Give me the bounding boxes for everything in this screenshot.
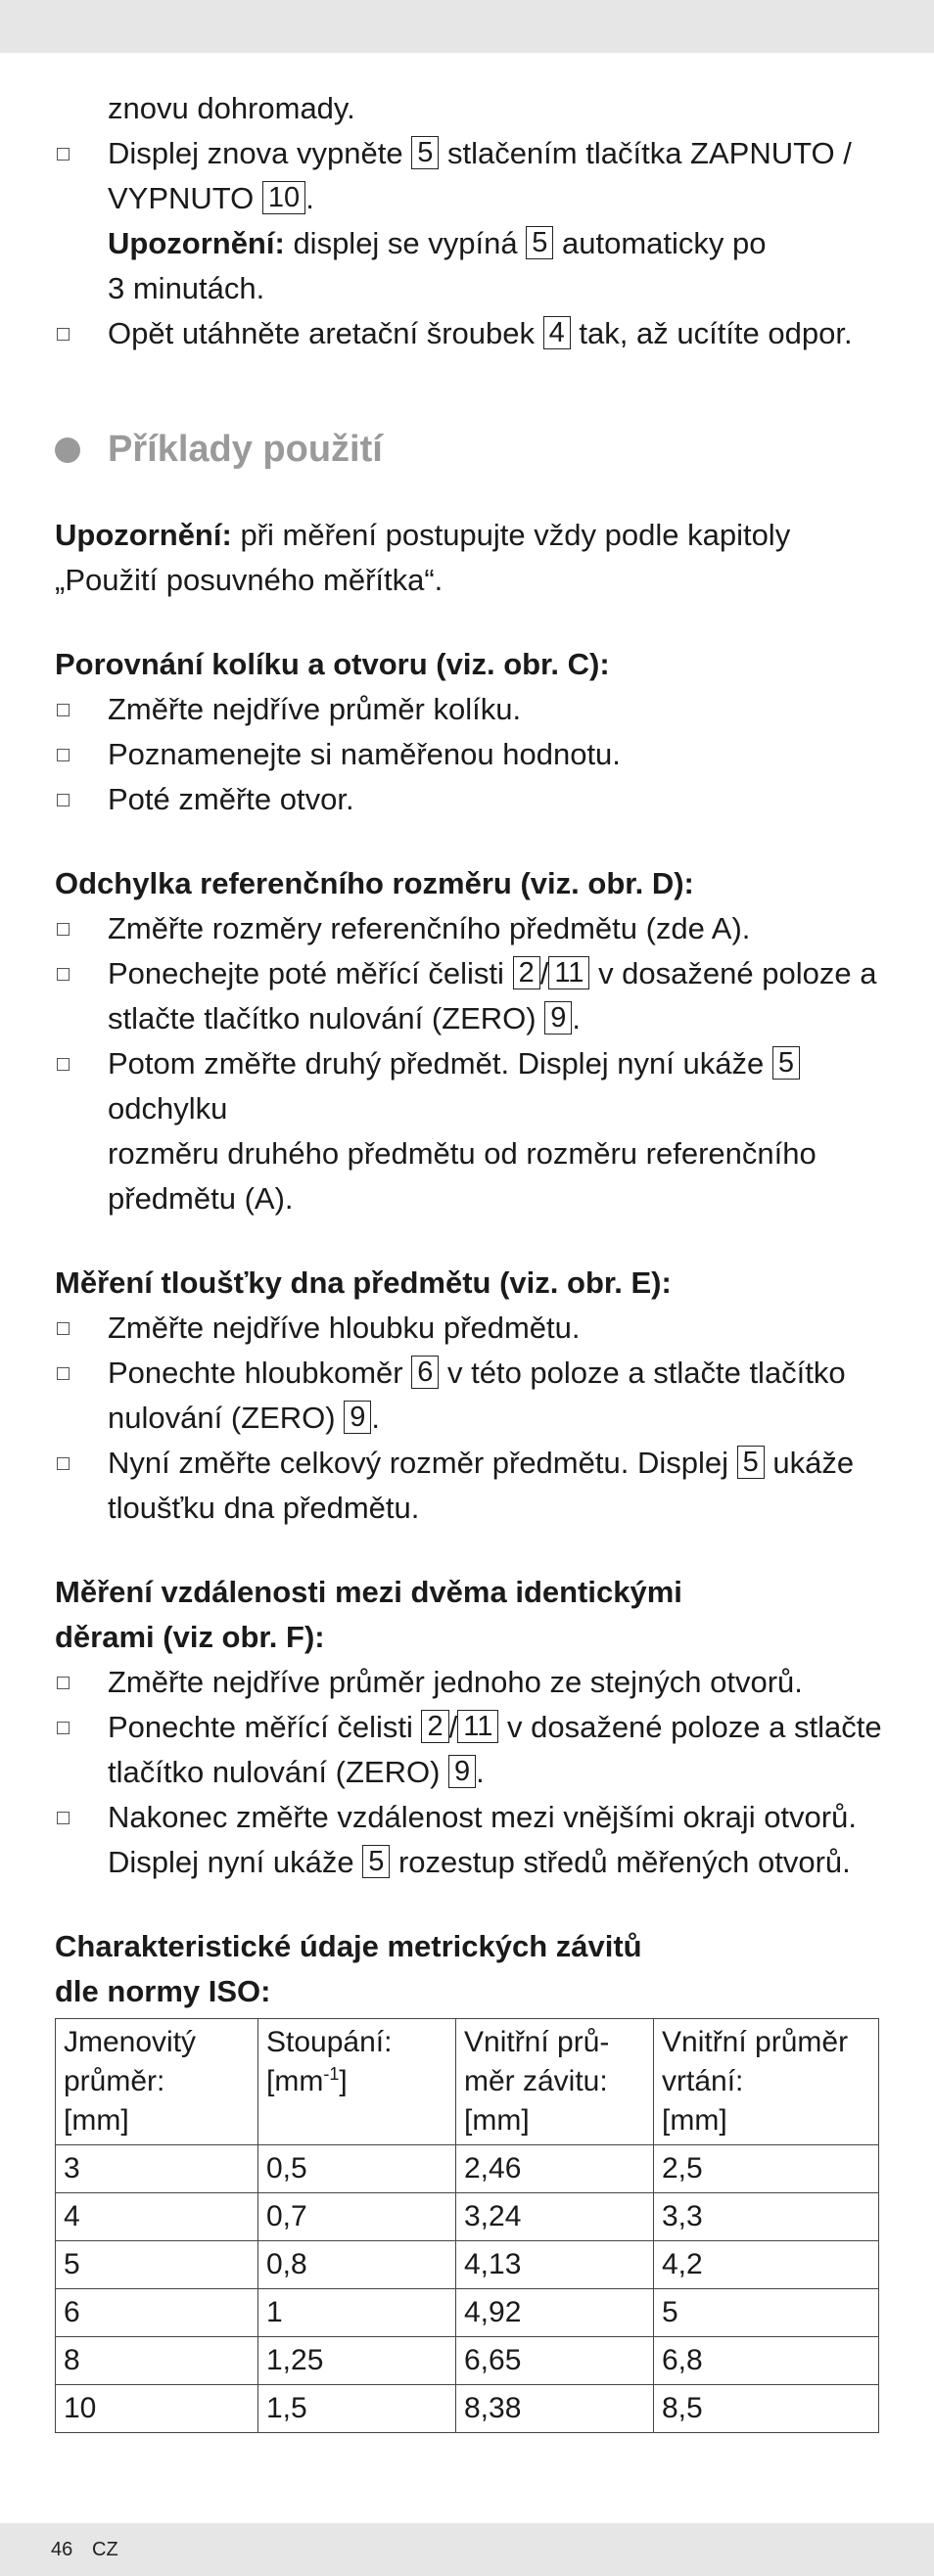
- table-cell: 8,5: [654, 2385, 879, 2433]
- table-row: [56, 2289, 879, 2337]
- table-cell: 3: [56, 2145, 258, 2193]
- reference-number: 2: [421, 1710, 448, 1743]
- reference-number: 5: [411, 136, 439, 169]
- reference-number: 2: [513, 956, 540, 989]
- reference-number: 6: [411, 1356, 439, 1389]
- table-cell: 8,38: [456, 2385, 654, 2433]
- page-footer: [0, 2523, 934, 2576]
- table-header-cell: Jmenovitý průměr: [mm]: [56, 2019, 258, 2145]
- list-item: Změřte rozměry referenčního předmětu (zde A).: [55, 906, 897, 951]
- reference-number: 5: [772, 1046, 800, 1080]
- continued-line: znovu dohromady.: [108, 91, 355, 125]
- table-row: [56, 2193, 879, 2241]
- table-cell: 4: [56, 2193, 258, 2241]
- thread-table: [55, 2018, 879, 2433]
- top-bar: [0, 0, 934, 53]
- reference-number: 5: [526, 226, 553, 259]
- list-item: Opět utáhněte aretační šroubek 4 tak, až ucítíte odpor.: [55, 311, 897, 356]
- table-cell: 4,92: [456, 2289, 654, 2337]
- list-item: Ponechte hloubkoměr 6 v této poloze a stlačte tlačítko nulování (ZERO) 9 .: [55, 1351, 897, 1441]
- table-cell: 1,5: [258, 2385, 456, 2433]
- table-cell: 5: [654, 2289, 879, 2337]
- list-item: Nakonec změřte vzdálenost mezi vnějšími okraji otvorů. Displej nyní ukáže 5 rozestup středů měřených otvorů.: [55, 1795, 897, 1885]
- reference-number: 5: [737, 1446, 765, 1479]
- table-cell: 0,7: [258, 2193, 456, 2241]
- reference-number: 5: [362, 1845, 390, 1878]
- table-cell: 4,2: [654, 2241, 879, 2289]
- table-cell: 10: [56, 2385, 258, 2433]
- table-cell: 2,5: [654, 2145, 879, 2193]
- table-header-cell: Vnitřní průměr vrtání: [mm]: [654, 2019, 879, 2145]
- heading-reference-deviation: Odchylka referenčního rozměru (viz. obr. D):: [55, 866, 694, 900]
- page-content: [55, 86, 897, 2433]
- language-code: CZ: [92, 2539, 118, 2560]
- list-item: Poznamenejte si naměřenou hodnotu.: [55, 732, 897, 777]
- heading-pin-hole: Porovnání kolíku a otvoru (viz. obr. C):: [55, 647, 610, 681]
- list-item: Změřte nejdříve hloubku předmětu.: [55, 1306, 897, 1351]
- bullet-dot-icon: [55, 437, 80, 463]
- heading-hole-distance: Měření vzdálenosti mezi dvěma identickými děrami (viz obr. F):: [55, 1575, 682, 1654]
- table-cell: 2,46: [456, 2145, 654, 2193]
- table-cell: 6,65: [456, 2337, 654, 2385]
- list-item: Potom změřte druhý předmět. Displej nyní ukáže 5 odchylku rozměru druhého předmětu od rozměru referenčního předmětu (A).: [55, 1041, 897, 1221]
- reference-number: 9: [544, 1001, 572, 1035]
- note: Upozornění: displej se vypíná 5 automaticky po 3 minutách.: [108, 226, 767, 305]
- table-cell: 8: [56, 2337, 258, 2385]
- table-row: [56, 2145, 879, 2193]
- reference-number: 11: [457, 1710, 498, 1743]
- table-cell: 5: [56, 2241, 258, 2289]
- reference-number: 4: [543, 316, 571, 349]
- table-row: [56, 2385, 879, 2433]
- list-item: Nyní změřte celkový rozměr předmětu. Displej 5 ukáže tloušťku dna předmětu.: [55, 1441, 897, 1531]
- intro-note: Upozornění: při měření postupujte vždy podle kapitoly „Použití posuvného měřítka“.: [55, 518, 791, 597]
- reference-number: 9: [344, 1401, 371, 1434]
- list-item: Displej znova vypněte 5 stlačením tlačítka ZAPNUTO / VYPNUTO 10 .: [55, 131, 897, 221]
- table-cell: 4,13: [456, 2241, 654, 2289]
- list-item: Poté změřte otvor.: [55, 777, 897, 822]
- table-cell: 0,8: [258, 2241, 456, 2289]
- list-item: Změřte nejdříve průměr kolíku.: [55, 687, 897, 732]
- table-cell: 0,5: [258, 2145, 456, 2193]
- heading-bottom-thickness: Měření tloušťky dna předmětu (viz. obr. E):: [55, 1265, 672, 1300]
- heading-thread-table: Charakteristické údaje metrických závitů dle normy ISO:: [55, 1929, 642, 2008]
- table-cell: 1: [258, 2289, 456, 2337]
- table-cell: 3,3: [654, 2193, 879, 2241]
- table-header-cell: Stoupání: $[mm^{-1}]$: [258, 2019, 456, 2145]
- table-cell: 3,24: [456, 2193, 654, 2241]
- reference-number: 9: [448, 1755, 476, 1788]
- list-item: Ponechte měřící čelisti 2 / 11 v dosažené poloze a stlačte tlačítko nulování (ZERO) 9 .: [55, 1705, 897, 1795]
- table-row: [56, 2337, 879, 2385]
- table-row: [56, 2241, 879, 2289]
- table-cell: 1,25: [258, 2337, 456, 2385]
- section-title: Příklady použití: [55, 425, 897, 474]
- list-item: Změřte nejdříve průměr jednoho ze stejných otvorů.: [55, 1660, 897, 1705]
- page-number: 46: [51, 2539, 73, 2560]
- table-cell: 6,8: [654, 2337, 879, 2385]
- table-header-row: [56, 2019, 879, 2145]
- reference-number: 11: [548, 956, 589, 989]
- table-cell: 6: [56, 2289, 258, 2337]
- reference-number: 10: [262, 181, 305, 214]
- list-item: Ponechejte poté měřící čelisti 2 / 11 v dosažené poloze a stlačte tlačítko nulování (ZERO) 9 .: [55, 951, 897, 1041]
- table-header-cell: Vnitřní prů- měr závitu: [mm]: [456, 2019, 654, 2145]
